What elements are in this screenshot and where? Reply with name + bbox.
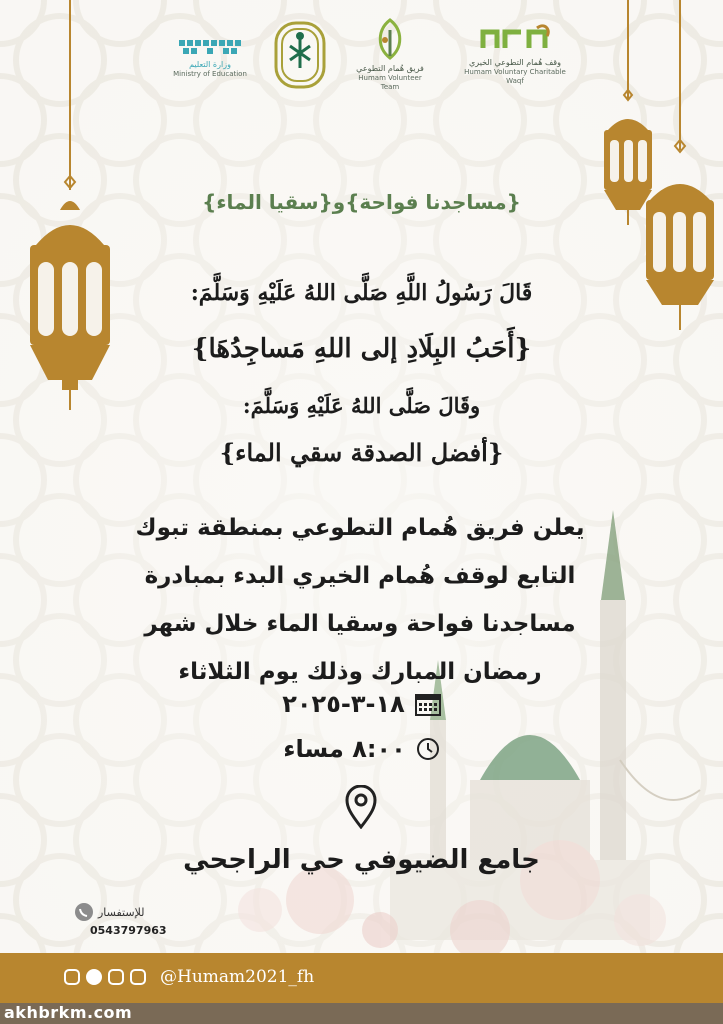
- time-row: [0, 735, 723, 763]
- initiative-headline: {مساجدنا فواحة}و{سقيا الماء}: [202, 190, 521, 214]
- location-pin-icon: [344, 785, 378, 829]
- event-date: ١٨-٣-٢٠٢٥: [282, 690, 405, 718]
- whatsapp-icon[interactable]: [74, 902, 94, 922]
- hadith-text-1: {أَحَبُ البِلَادِ إلى اللهِ مَساجِدُهَا}: [191, 334, 532, 364]
- instagram-icon[interactable]: [64, 969, 80, 985]
- announcement-line-1: يعلن فريق هُمام التطوعي بمنطقة تبوك: [135, 515, 585, 541]
- team-name-ar: فريق هُمام التطوعي: [356, 64, 424, 73]
- islamic-affairs-logo: [272, 20, 328, 94]
- calendar-icon: [415, 692, 441, 716]
- announcement-line-3: مساجدنا فواحة وسقيا الماء خلال شهر: [144, 611, 576, 637]
- footer-bar: [0, 953, 723, 1003]
- volunteer-team-logo: [348, 18, 432, 92]
- announcement-line-2: التابع لوقف هُمام الخيري البدء بمبادرة: [144, 563, 576, 589]
- watermark-text[interactable]: akhbrkm.com: [4, 1003, 133, 1022]
- ministry-mark-icon: [177, 38, 243, 56]
- leaf-logo-icon: [373, 18, 407, 60]
- announcement-line-4: رمضان المبارك وذلك يوم الثلاثاء: [178, 659, 542, 685]
- event-time: ٨:٠٠ مساء: [283, 735, 406, 763]
- clock-icon: [416, 737, 440, 761]
- date-row: [0, 690, 723, 718]
- ministry-name-en: Ministry of Education: [173, 70, 247, 78]
- team-name-en: Humam Volunteer Team: [358, 74, 422, 91]
- logos-strip: [0, 18, 723, 98]
- social-handle[interactable]: @Humam2021_fh: [160, 967, 315, 987]
- hadith-text-2: {أفضل الصدقة سقي الماء}: [219, 438, 504, 467]
- emblem-icon: [273, 20, 327, 90]
- tiktok-icon[interactable]: [108, 969, 124, 985]
- event-location: جامع الضيوفي حي الراجحي: [183, 845, 540, 875]
- announcement-text: [120, 504, 600, 696]
- watermark-bar: [0, 1003, 723, 1024]
- hadith-intro-2: وقَالَ صَلَّى اللهُ عَلَيْهِ وَسَلَّمَ:: [242, 393, 481, 418]
- contact-label: للإستفسار: [98, 906, 145, 919]
- contact-phone[interactable]: 0543797963: [90, 924, 167, 937]
- snapchat-icon[interactable]: [130, 969, 146, 985]
- waqf-name-en: Humam Voluntary Charitable Waqf: [464, 68, 566, 85]
- ministry-logo: [170, 38, 250, 79]
- waqf-name-ar: وقف هُمام التطوعي الخيري: [469, 58, 561, 67]
- ministry-name-ar: وزارة التعليم: [189, 60, 231, 69]
- x-twitter-icon[interactable]: [86, 969, 102, 985]
- hadith-intro-1: قَالَ رَسُولُ اللَّهِ صَلَّى اللهُ عَلَيْهِ وَسَلَّمَ:: [190, 280, 533, 306]
- waqf-mark-icon: [477, 24, 553, 54]
- waqf-logo: [460, 24, 570, 86]
